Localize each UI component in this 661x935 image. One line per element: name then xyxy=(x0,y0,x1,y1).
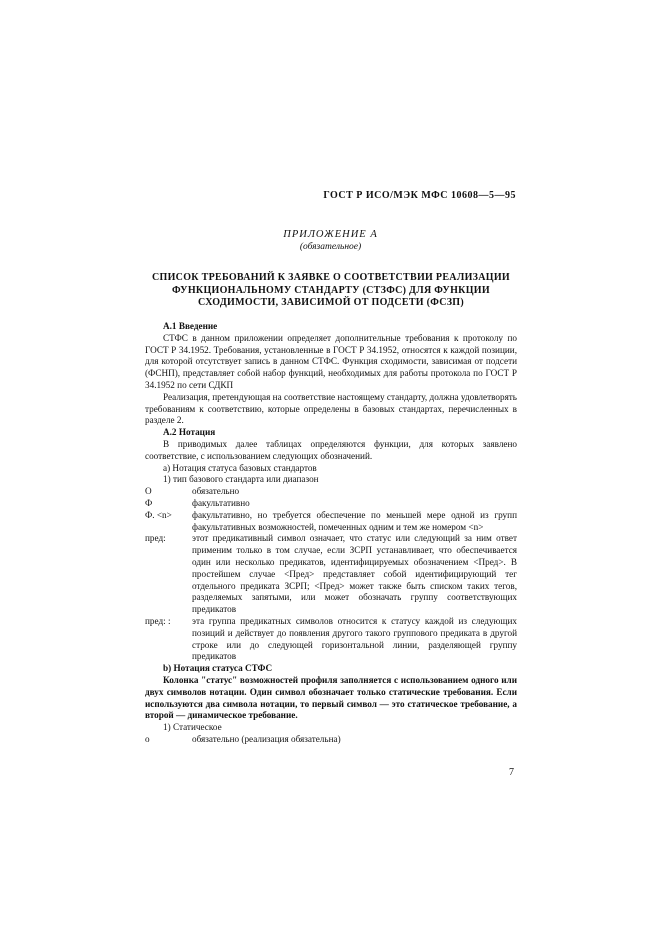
appendix-title: ПРИЛОЖЕНИЕ А xyxy=(283,229,378,240)
subsection-a1: 1) тип базового стандарта или диапазон xyxy=(163,474,319,485)
section-a1-heading xyxy=(145,321,517,333)
paragraph: Реализация, претендующая на соответствие настоящему стандарту, должна удовлетворять требованиям к соответствию, которые определены в базовых стандартах, перечисленных в разделе 2. xyxy=(145,391,517,426)
item-text: факультативно xyxy=(192,497,250,508)
subsection-a: а) Нотация статуса базовых стандартов xyxy=(163,462,317,473)
document-header: ГОСТ Р ИСО/МЭК МФС 10608—5—95 xyxy=(323,190,516,201)
item-text: факультативно, но требуется обеспечение по меньшей мере одной из групп факультативных возможностей, помеченных одним и тем же номером <n> xyxy=(192,509,517,532)
page-number: 7 xyxy=(509,767,514,778)
item-label: Ф xyxy=(145,497,153,508)
list-item-pred xyxy=(145,533,517,616)
item-text: этот предикативный символ означает, что статус или следующий за ним ответ применим только в том случае, если ЗСРП устанавливает, что обеспечивается один или несколько предикатов, идентифицируемых обозначением <Пред>. В простейшем случае <Пред> представляет собой идентифицирующий тег отдельного предиката ЗСРП; <Пред> может также быть списком таких тегов, разделяемых запятыми, или может обозначать группу соответствующих предикатов xyxy=(192,533,517,615)
list-item xyxy=(145,734,517,746)
item-text: обязательно xyxy=(192,486,240,497)
section-a2-heading xyxy=(145,427,517,439)
paragraph-bold: Колонка "статус" возможностей профиля заполняется с использованием одного или двух символов нотации. Один символ обозначает только статические требования. Если используются два символа нотации, то первый символ — это статическое требование, а второй — динамическое требование. xyxy=(145,674,517,721)
item-label: О xyxy=(145,486,152,497)
item-label: о xyxy=(145,733,150,744)
main-title: СПИСОК ТРЕБОВАНИЙ К ЗАЯВКЕ О СООТВЕТСТВИИ РЕАЛИЗАЦИИ ФУНКЦИОНАЛЬНОМУ СТАНДАРТУ (СТЗФС) ДЛЯ ФУНКЦИИ СХОДИМОСТИ, ЗАВИСИМОЙ ОТ ПОДСЕТИ (ФСЗП) xyxy=(152,272,510,308)
item-label: пред: xyxy=(145,533,166,544)
list-item-pred-group xyxy=(145,616,517,663)
item-text: обязательно (реализация обязательна) xyxy=(192,733,341,744)
paragraph: В приводимых далее таблицах определяются функции, для которых заявлено соответствие, с использованием следующих обозначений. xyxy=(145,438,517,461)
subsection-b1: 1) Статическое xyxy=(163,722,222,733)
section-a2-heading-text: А.2 Нотация xyxy=(163,427,216,438)
item-text: эта группа предикатных символов относится к статусу каждой из следующих позиций и действует до появления другого такого группового предиката в другой строке или до следующей горизонтальной линии, разделяющей группу предикатов xyxy=(192,615,517,662)
appendix-subtitle: (обязательное) xyxy=(299,242,362,252)
list-item xyxy=(145,498,517,510)
subsection-b-text: b) Нотация статуса СТФС xyxy=(163,663,273,674)
list-item xyxy=(145,510,517,534)
item-label: Ф. <n> xyxy=(145,509,172,520)
document-body xyxy=(145,321,517,746)
item-label: пред: : xyxy=(145,615,171,626)
subsection-b xyxy=(145,663,517,675)
section-a1-heading-text: А.1 Введение xyxy=(163,321,218,331)
paragraph: СТФС в данном приложении определяет дополнительные требования к протоколу по ГОСТ Р 34.1952. Требования, установленные в ГОСТ Р 34.1952, относятся к каждой позиции, для которой отсутствует запись в данном СТФС. Функция сходимости, зависимая от подсети (ФСНП), представляет собой набор функций, необходимых для работы протокола по ГОСТ Р 34.1952 по сети СДКП xyxy=(145,332,517,390)
list-item xyxy=(145,486,517,498)
